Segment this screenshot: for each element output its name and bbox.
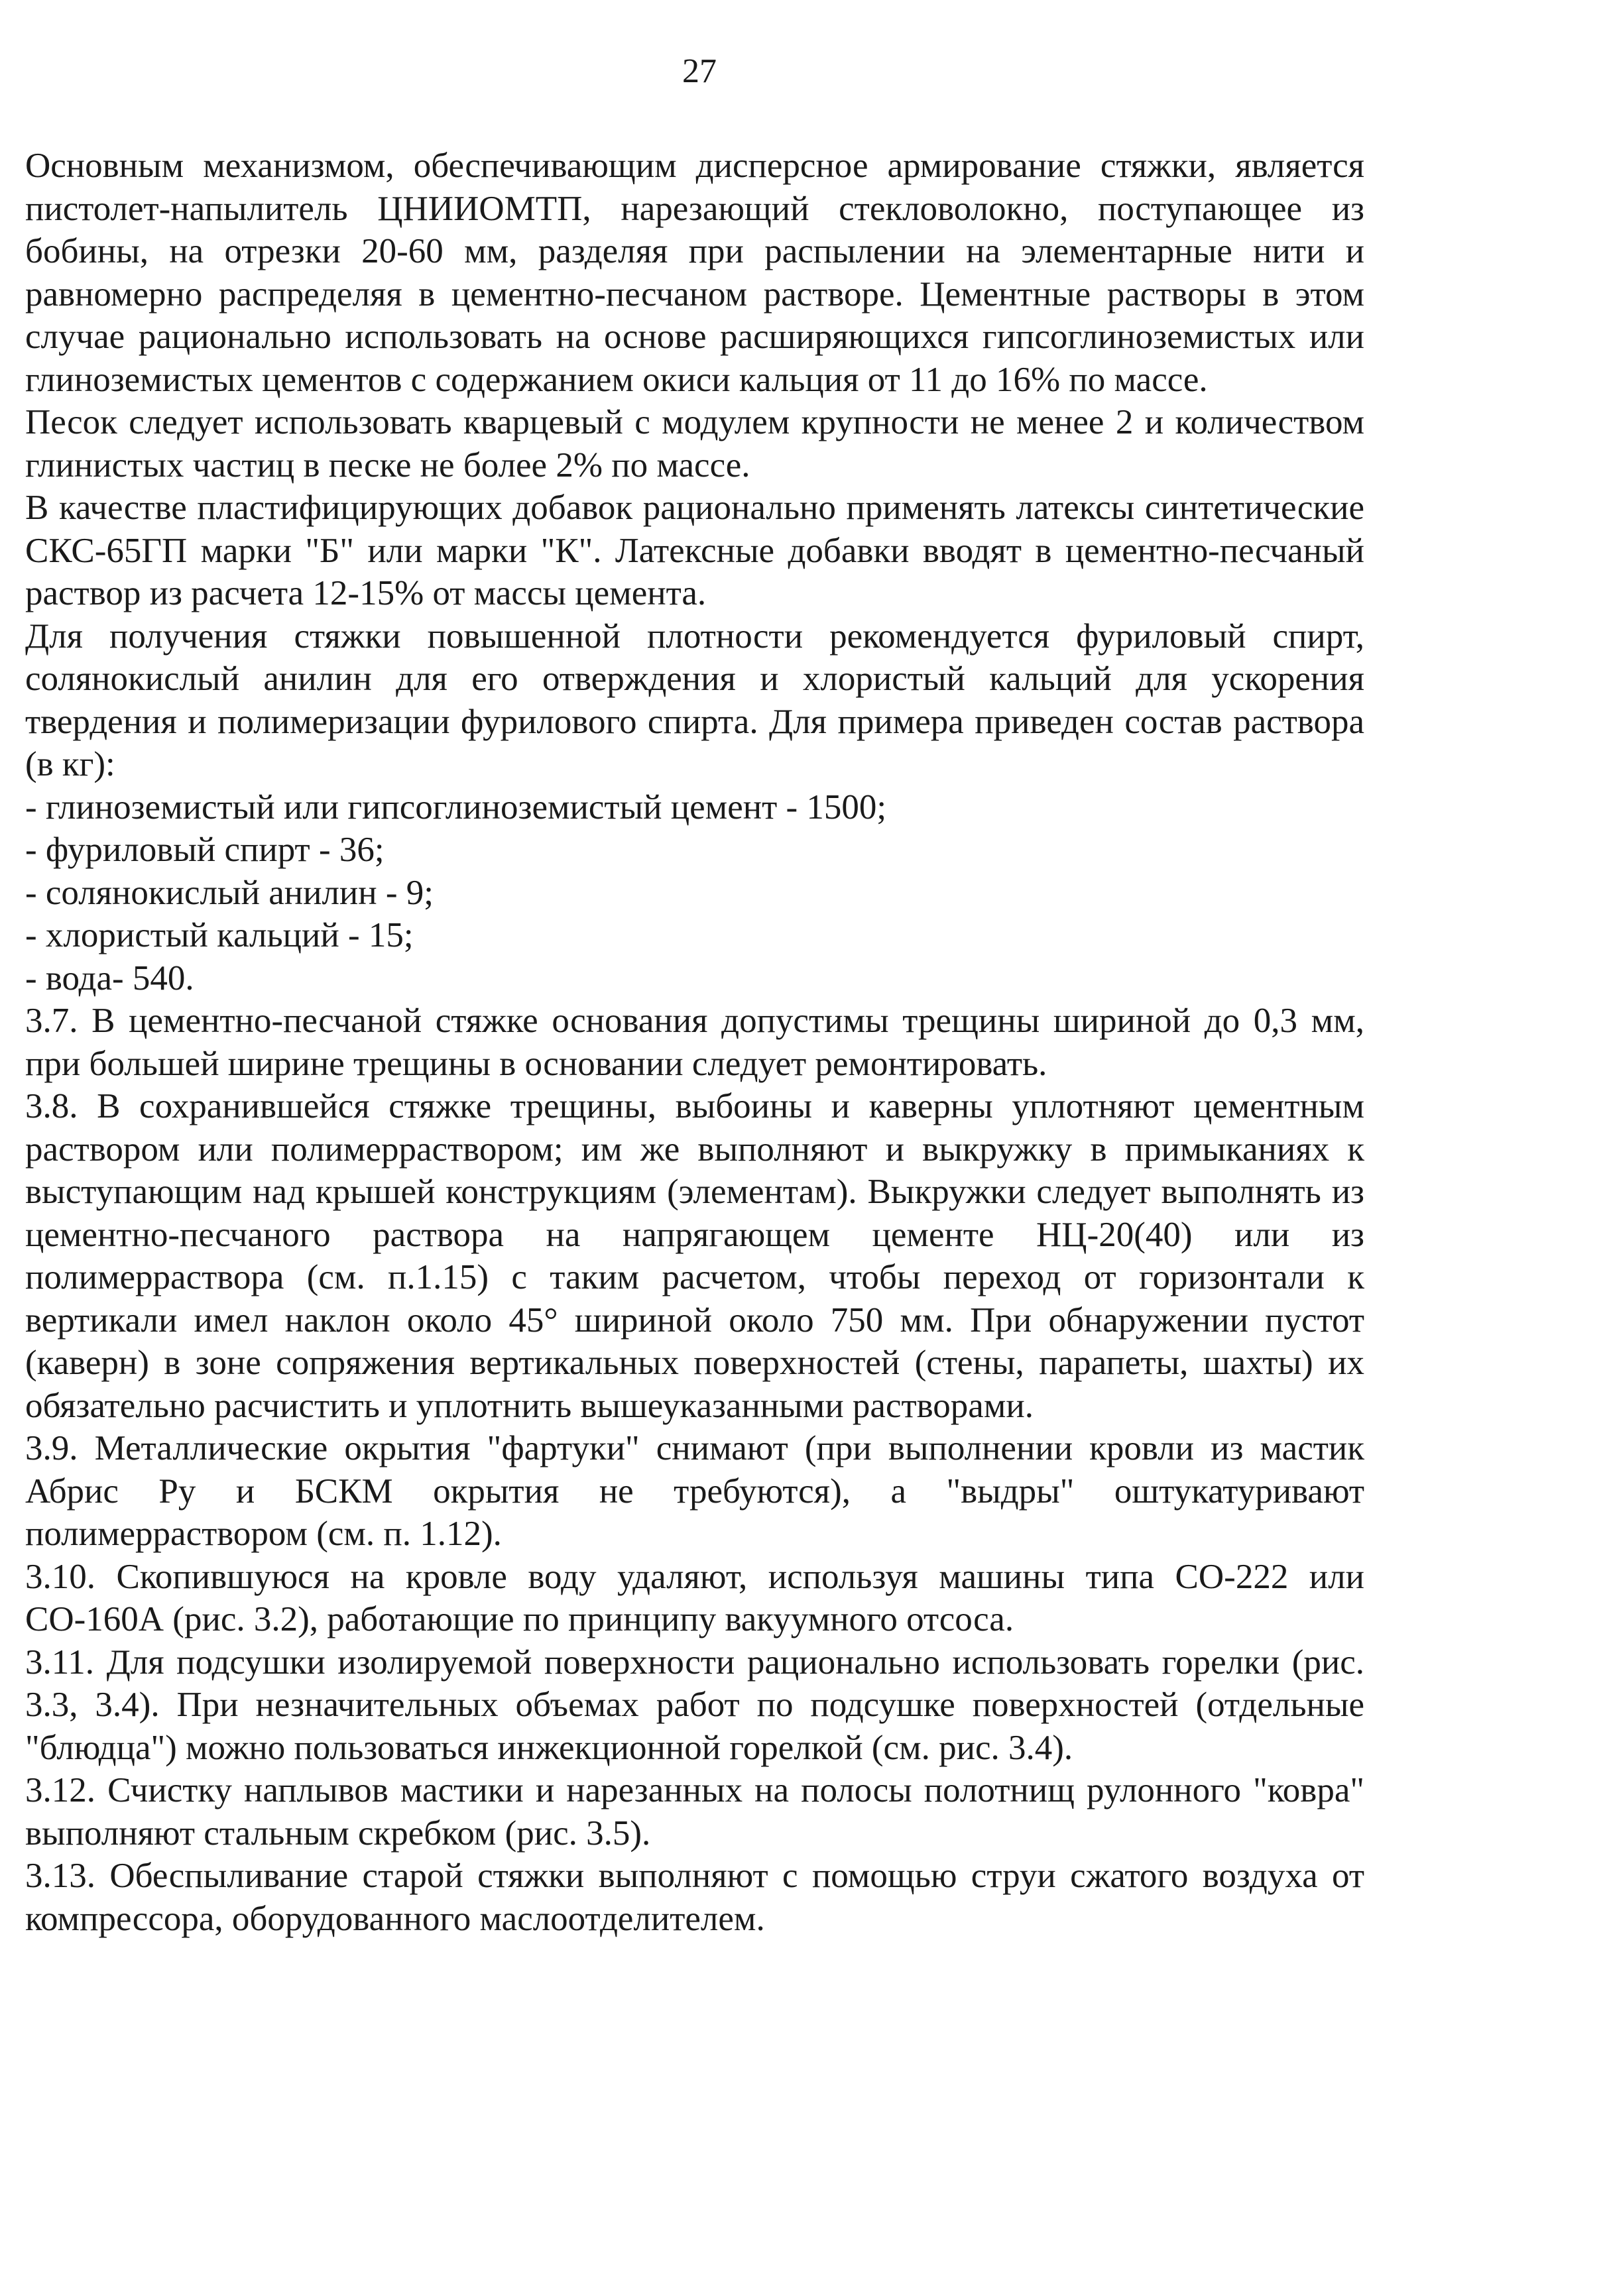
page-number: 27 [682,52,717,90]
paragraph-dispersed-reinforcement: Основным механизмом, обеспечивающим дисперсное армирование стяжки, является пистолет-напылитель ЦНИИОМТП, нарезающий стекловолокно, поступающее из бобины, на отрезки 20-60 мм, разделяя при распылении на элементарные нити и равномерно распределяя в цементно-песчаном растворе. Цементные растворы в этом случае рационально использовать на основе расширяющихся гипсоглиноземистых или глиноземистых цементов с содержанием окиси кальция от 11 до 16% по массе. [25,146,1364,399]
paragraph-sand: Песок следует использовать кварцевый с модулем крупности не менее 2 и количеством глинистых частиц в песке не более 2% по массе. [25,403,1364,485]
paragraph-high-density: Для получения стяжки повышенной плотности рекомендуется фуриловый спирт, солянокислый анилин для его отверждения и хлористый кальций для ускорения твердения и полимеризации фурилового спирта. Для примера приведен состав раствора (в кг): [25,616,1364,783]
section-3-9: 3.9. Металлические окрытия "фартуки" снимают (при выполнении кровли из мастик Абрис Ру и БСКМ окрытия не требуются), а "выдры" оштукатуривают полимерраствором (см. п. 1.12). [25,1429,1364,1553]
list-item: - хлористый кальций - 15; [25,916,414,954]
section-3-11: 3.11. Для подсушки изолируемой поверхности рационально использовать горелки (рис. 3.3, 3.4). При незначительных объемах работ по подсушке поверхностей (отдельные "блюдца") можно пользоваться инжекционной горелкой (см. рис. 3.4). [25,1642,1364,1767]
document-body [25,144,1364,1940]
list-item: - солянокислый анилин - 9; [25,873,434,912]
section-3-13: 3.13. Обеспыливание старой стяжки выполняют с помощью струи сжатого воздуха от компрессора, оборудованного маслоотделителем. [25,1857,1364,1938]
paragraph-plasticizers: В качестве пластифицирующих добавок рационально применять латексы синтетические СКС-65ГП марки "Б" или марки "К". Латексные добавки вводят в цементно-песчаный раствор из расчета 12-15% от массы цемента. [25,488,1364,612]
list-item: - вода- 540. [25,958,194,998]
section-3-10: 3.10. Скопившуюся на кровле воду удаляют, используя машины типа СО-222 или СО-160А (рис. 3.2), работающие по принципу вакуумного отсоса. [25,1557,1364,1638]
section-3-7: 3.7. В цементно-песчаной стяжке основания допустимы трещины шириной до 0,3 мм, при большей ширине трещины в основании следует ремонтировать. [25,1002,1364,1083]
list-item: - фуриловый спирт - 36; [25,831,385,869]
composition-list [25,786,1364,1000]
section-3-8: 3.8. В сохранившейся стяжке трещины, выбоины и каверны уплотняют цементным раствором или полимерраствором; им же выполняют и выкружку в примыканиях к выступающим над крышей конструкциям (элементам). Выкружки следует выполнять из цементно-песчаного раствора на напрягающем цементе НЦ-20(40) или из полимерраствора (см. п.1.15) с таким расчетом, чтобы переход от горизонтали к вертикали имел наклон около 45° шириной около 750 мм. При обнаружении пустот (каверн) в зоне сопряжения вертикальных поверхностей (стены, парапеты, шахты) их обязательно расчистить и уплотнить вышеуказанными растворами. [25,1087,1364,1425]
section-3-12: 3.12. Счистку наплывов мастики и нарезанных на полосы полотнищ рулонного "ковра" выполняют стальным скребком (рис. 3.5). [25,1771,1364,1853]
list-item: - глиноземистый или гипсоглиноземистый цемент - 1500; [25,787,887,827]
